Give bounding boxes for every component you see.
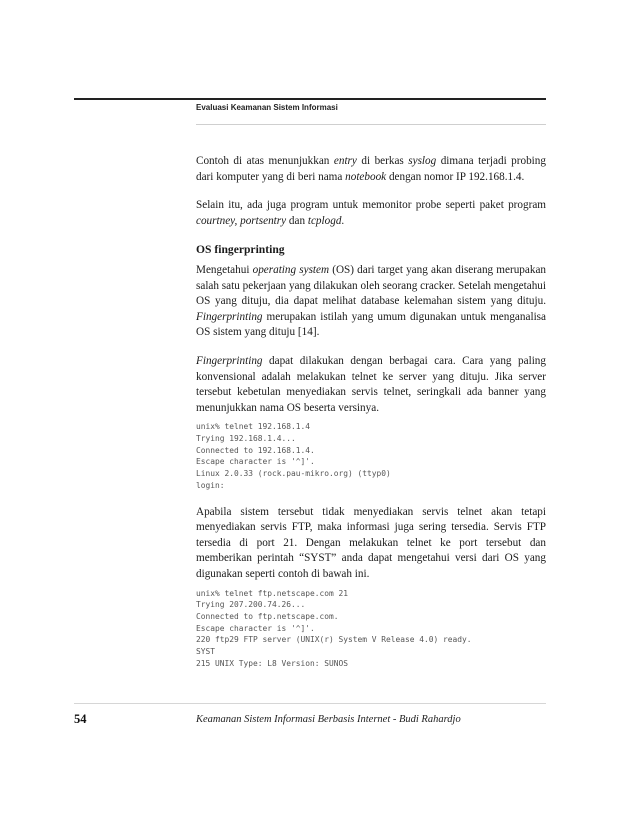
code-line: login: [196, 480, 225, 490]
emphasis-fingerprinting: Fingerprinting [196, 310, 263, 323]
emphasis-operating-system: operating system [252, 263, 330, 276]
page-body [196, 154, 546, 669]
text-run: Contoh di atas menunjukkan [196, 155, 334, 167]
emphasis-fingerprinting: Fingerprinting [196, 354, 263, 367]
code-line: unix% telnet 192.168.1.4 [196, 422, 311, 432]
code-line: Escape character is '^]'. [196, 457, 315, 467]
text-run: (OS) dari target yang akan diserang merupakan salah satu pekerjaan yang dilakukan oleh seorang cracker. Setelah mengetahui OS yang dituju, dia dapat melihat database kelemahan sistem yang dituju. [196, 263, 546, 308]
text-run: dimana terjadi probing dari komputer yang di beri nama [196, 155, 546, 183]
header-divider [196, 124, 546, 125]
text-run: . [341, 214, 345, 227]
code-line: Linux 2.0.33 (rock.pau-mikro.org) (ttyp0) [196, 469, 391, 479]
code-line: Trying 207.200.74.26... [196, 600, 306, 610]
paragraph-os-intro [196, 263, 546, 341]
section-heading: OS fingerprinting [196, 243, 285, 257]
code-line: Trying 192.168.1.4... [196, 434, 296, 444]
code-line: unix% telnet ftp.netscape.com 21 [196, 588, 349, 598]
code-block-ftp [196, 588, 546, 670]
running-header-title: Evaluasi Keamanan Sistem Informasi [196, 103, 338, 112]
code-line: 215 UNIX Type: L8 Version: SUNOS [196, 658, 349, 668]
emphasis-programs: courtney, portsentry [196, 214, 287, 227]
paragraph-fingerprinting-methods [196, 354, 546, 416]
paragraph-probe-monitors [196, 198, 546, 229]
emphasis-entry: entry [333, 155, 357, 167]
footer-book-title: Keamanan Sistem Informasi Berbasis Internet - Budi Rahardjo [196, 714, 461, 725]
paragraph-syslog-example [196, 154, 546, 185]
text-run: Mengetahui [196, 263, 253, 276]
code-line: SYST [196, 647, 216, 657]
emphasis-tcplogd: tcplogd [307, 214, 342, 227]
code-line: Connected to ftp.netscape.com. [196, 611, 339, 621]
emphasis-notebook: notebook [345, 170, 387, 183]
text-run: merupakan istilah yang umum digunakan untuk menganalisa OS sistem yang dituju [14]. [196, 310, 546, 339]
text-run: dapat dilakukan dengan berbagai cara. Cara yang paling konvensional adalah melakukan telnet ke server yang dituju. Jika server tersebut kebetulan menyediakan servis telnet, seringkali ada banner yang menunjukkan nama OS beserta versinya. [196, 354, 546, 414]
code-block-telnet [196, 421, 546, 491]
text-run: Apabila sistem tersebut tidak menyediakan servis telnet akan tetapi menyediakan servis FTP, maka informasi juga sering tersedia. Servis FTP tersedia di port 21. Dengan melakukan telnet ke port tersebut dan memberikan perintah “SYST” anda dapat mengetahui versi dari OS yang digunakan seperti contoh di bawah ini. [196, 505, 546, 580]
text-run: dan [286, 214, 308, 227]
code-line: Connected to 192.168.1.4. [196, 445, 315, 455]
text-run: Selain itu, ada juga program untuk memonitor probe seperti paket program [196, 199, 546, 212]
page-number: 54 [74, 712, 87, 726]
code-line: 220 ftp29 FTP server (UNIX(r) System V Release 4.0) ready. [196, 635, 472, 645]
emphasis-syslog: syslog [408, 155, 437, 167]
code-line: Escape character is '^]'. [196, 623, 315, 633]
header-rule [74, 98, 546, 100]
footer-rule [74, 703, 546, 704]
text-run: dengan nomor IP 192.168.1.4. [386, 170, 525, 183]
paragraph-ftp-syst [196, 505, 546, 583]
text-run: di berkas [356, 155, 409, 167]
